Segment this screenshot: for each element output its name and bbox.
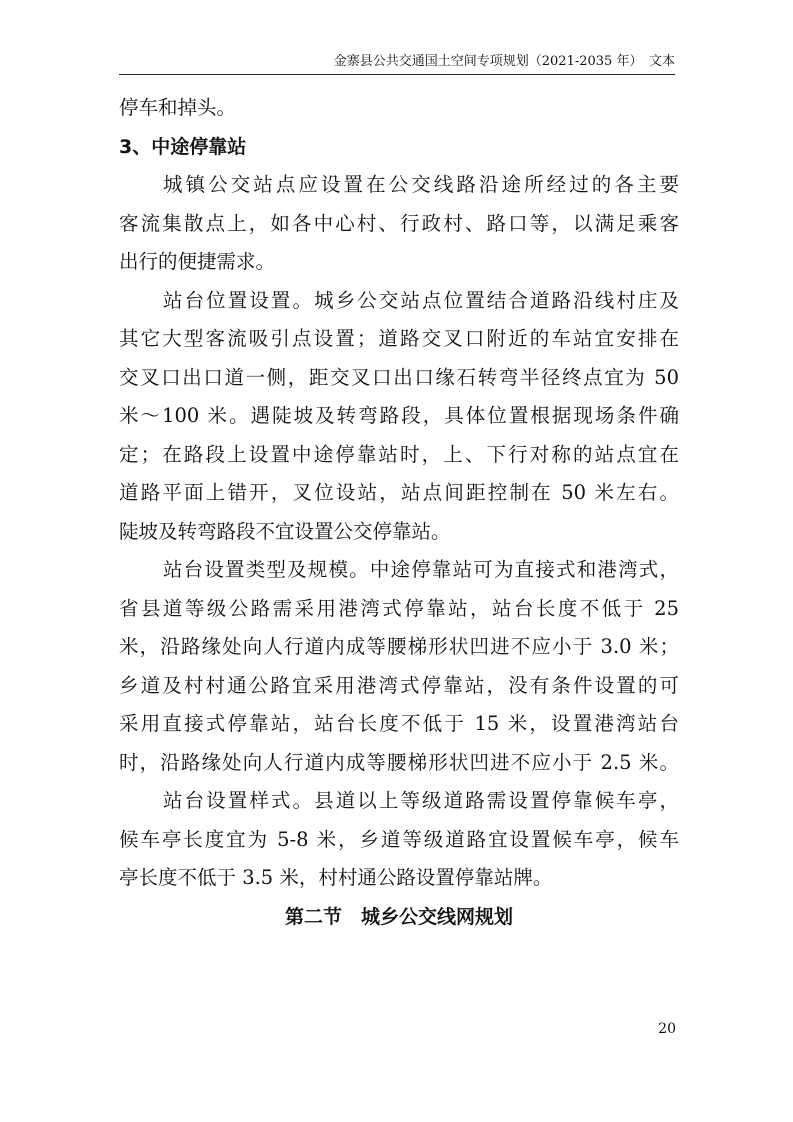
paragraph-2-line-5: 定；在路段上设置中途停靠站时，上、下行对称的站点宜在 [119, 442, 679, 466]
paragraph-1-line-1: 城镇公交站点应设置在公交线路沿途所经过的各主要 [163, 173, 679, 196]
header-title: 金寨县公共交通国土空间专项规划（2021-2035 年） [333, 54, 636, 69]
paragraph-end-line: 停车和掉头。 [119, 96, 237, 119]
paragraph-3-line-5: 采用直接式停靠站，站台长度不低于 15 米，设置港湾站台 [119, 712, 679, 735]
paragraph-2-line-3: 交叉口出口道一侧，距交叉口出口缘石转弯半径终点宜为 50 [119, 365, 679, 389]
paragraph-3-line-4: 乡道及村村通公路宜采用港湾式停靠站，没有条件设置的可 [119, 673, 679, 697]
paragraph-1-line-2: 客流集散点上，如各中心村、行政村、路口等，以满足乘客 [119, 211, 679, 235]
document-body [119, 89, 679, 936]
paragraph-1-line-3: 出行的便捷需求。 [119, 250, 276, 273]
paragraph-3-line-1: 站台设置类型及规模。中途停靠站可为直接式和港湾式， [163, 558, 679, 581]
paragraph-4-line-3: 亭长度不低于 3.5 米，村村通公路设置停靠站牌。 [119, 866, 553, 889]
paragraph-3-line-2: 省县道等级公路需采用港湾式停靠站，站台长度不低于 25 [119, 596, 679, 620]
paragraph-4-line-1: 站台设置样式。县道以上等级道路需设置停靠候车亭， [163, 789, 679, 812]
paragraph-2-line-7: 陡坡及转弯路段不宜设置公交停靠站。 [119, 519, 451, 543]
running-header [119, 52, 675, 72]
paragraph-2-line-2: 其它大型客流吸引点设置；道路交叉口附近的车站宜安排在 [119, 327, 679, 350]
header-tag: 文本 [648, 54, 675, 69]
header-rule [119, 74, 675, 75]
paragraph-2-line-6: 道路平面上错开，叉位设站，站点间距控制在 50 米左右。 [119, 481, 679, 504]
paragraph-3-line-3: 米，沿路缘处向人行道内成等腰梯形状凹进不应小于 3.0 米； [119, 635, 679, 658]
paragraph-3-line-6: 时，沿路缘处向人行道内成等腰梯形状凹进不应小于 2.5 米。 [119, 750, 679, 774]
paragraph-4-line-2: 候车亭长度宜为 5-8 米，乡道等级道路宜设置候车亭，候车 [119, 827, 679, 851]
section-heading: 3、中途停靠站 [119, 135, 247, 158]
paragraph-2-line-1: 站台位置设置。城乡公交站点位置结合道路沿线村庄及 [163, 288, 679, 312]
paragraph-2-line-4: 米～100 米。遇陡坡及转弯路段，具体位置根据现场条件确 [119, 404, 679, 427]
page-number: 20 [658, 1021, 676, 1037]
section-title: 第二节 城乡公交线网规划 [284, 905, 513, 928]
